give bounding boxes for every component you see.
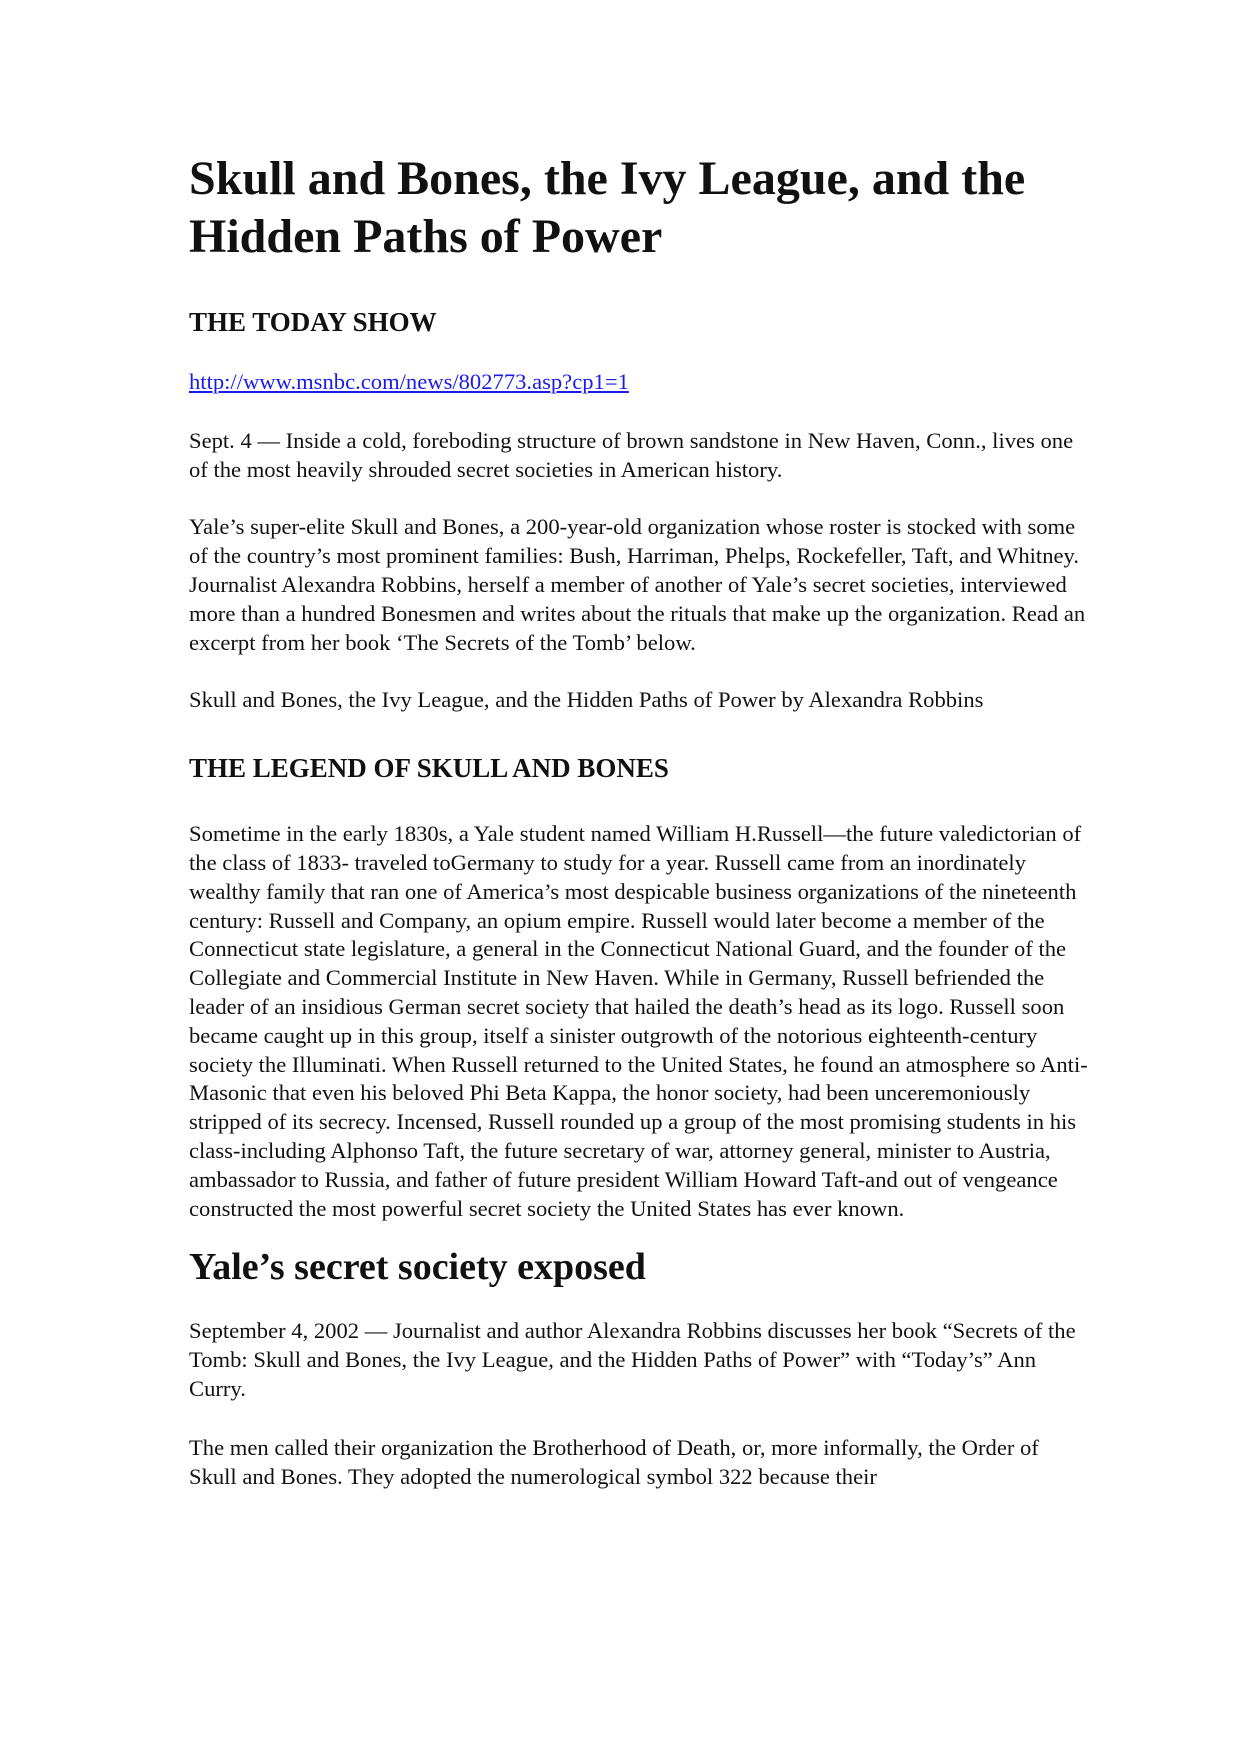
legend-heading: THE LEGEND OF SKULL AND BONES	[189, 753, 669, 784]
show-name-heading: THE TODAY SHOW	[189, 307, 437, 337]
summary-paragraph: Yale’s super-elite Skull and Bones, a 200-year-old organization whose roster is stocked with some of the country’s most prominent families: Bush, Harriman, Phelps, Rockefeller, Taft, and Whitney. Journalist Alexandra Robbins, herself a member of another of Yale’s secret societies, interviewed more than a hundred Bonesmen and writes about the rituals that make up the organization. Read an excerpt from her book ‘The Secrets of the Tomb’ below.	[189, 514, 1086, 655]
document-page	[189, 150, 1089, 1491]
legend-paragraph: Sometime in the early 1830s, a Yale student named William H.Russell—the future valedictorian of the class of 1833- traveled toGermany to study for a year. Russell came from an inordinately wealthy family that ran one of America’s most despicable business organizations of the nineteenth century: Russell and Company, an opium empire. Russell would later become a member of the Connecticut state legislature, a general in the Connecticut National Guard, and the founder of the Collegiate and Commercial Institute in New Haven. While in Germany, Russell befriended the leader of an insidious German secret society that hailed the death’s head as its logo. Russell soon became caught up in this group, itself a sinister outgrowth of the notorious eighteenth-century society the Illuminati. When Russell returned to the United States, he found an atmosphere so Anti-Masonic that even his beloved Phi Beta Kappa, the honor society, had been unceremoniously stripped of its secrecy. Incensed, Russell rounded up a group of the most promising students in his class-including Alphonso Taft, the future secretary of war, attorney general, minister to Austria, ambassador to Russia, and father of future president William Howard Taft-and out of vengeance constructed the most powerful secret society the United States has ever known.	[189, 821, 1088, 1221]
intro-paragraph: Sept. 4 — Inside a cold, foreboding structure of brown sandstone in New Haven, Conn., lives one of the most heavily shrouded secret societies in American history.	[189, 427, 1074, 482]
section-heading-exposed: Yale’s secret society exposed	[189, 1246, 646, 1289]
book-credit-paragraph: Skull and Bones, the Ivy League, and the Hidden Paths of Power by Alexandra Robbins	[189, 687, 984, 713]
interview-paragraph: September 4, 2002 — Journalist and author Alexandra Robbins discusses her book “Secrets of the Tomb: Skull and Bones, the Ivy League, and the Hidden Paths of Power” with “Today’s” Ann Curry.	[189, 1318, 1076, 1401]
source-link[interactable]: http://www.msnbc.com/news/802773.asp?cp1=1	[189, 369, 629, 394]
brotherhood-paragraph: The men called their organization the Brotherhood of Death, or, more informally, the Order of Skull and Bones. They adopted the numerological symbol 322 because their	[189, 1434, 1039, 1489]
document-title: Skull and Bones, the Ivy League, and the Hidden Paths of Power	[189, 152, 1026, 263]
